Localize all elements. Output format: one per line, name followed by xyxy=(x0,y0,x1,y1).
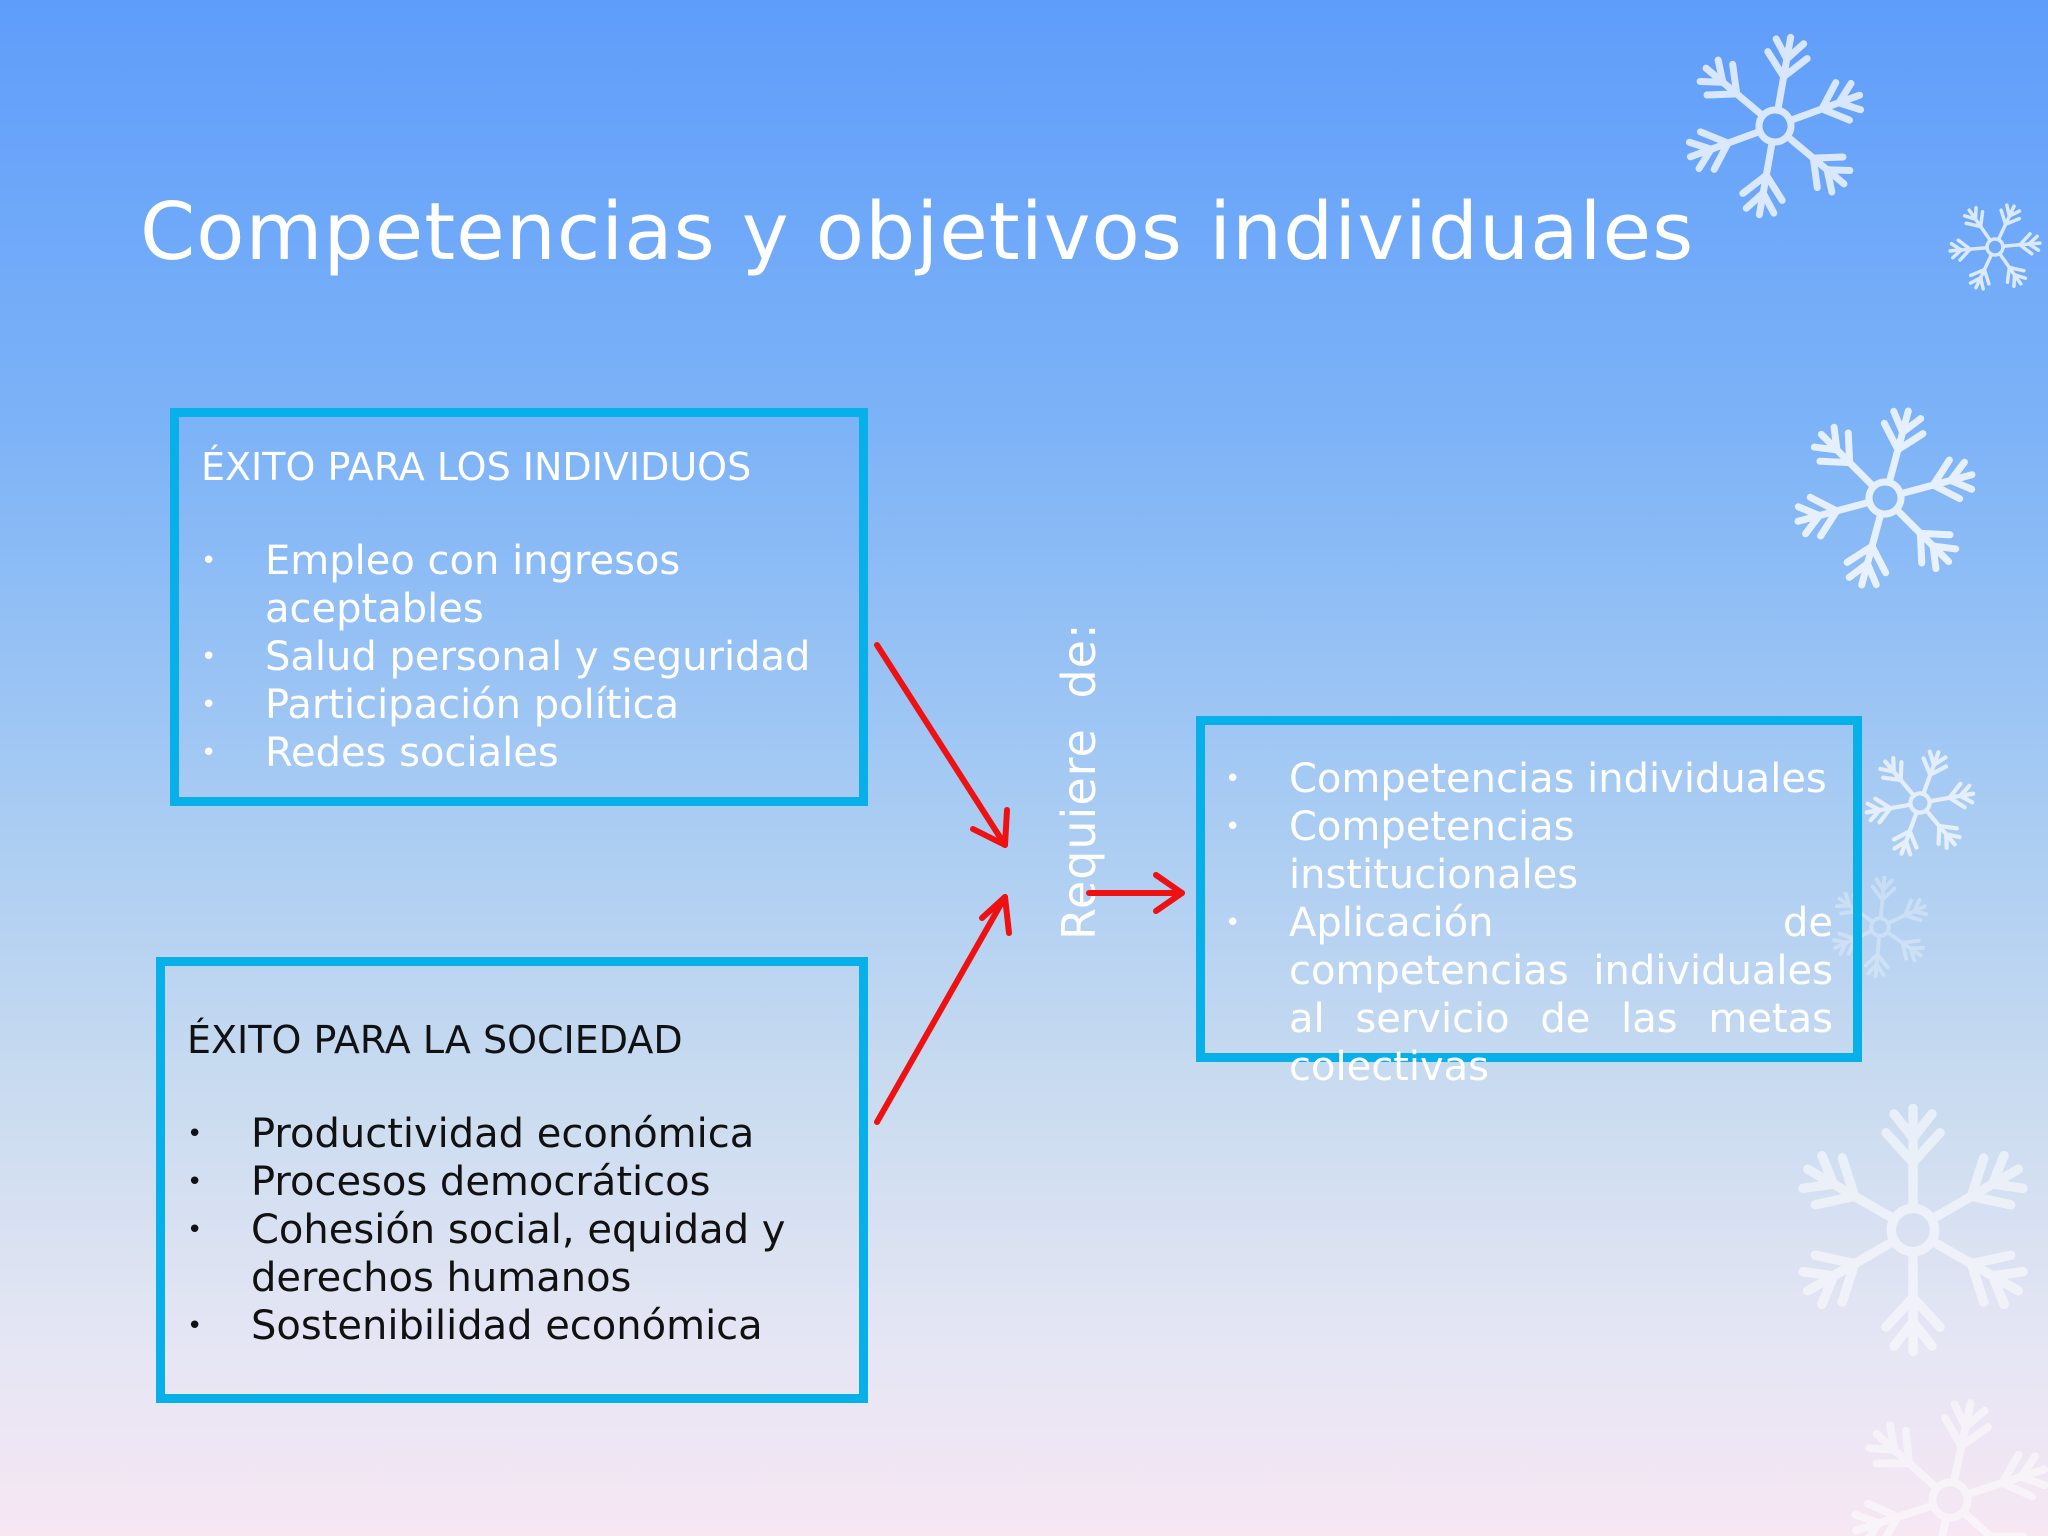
arrow-to-requirements xyxy=(1089,875,1182,911)
bullet: • xyxy=(201,546,217,576)
list-item: • Redes sociales xyxy=(201,730,559,776)
bullet: • xyxy=(201,690,217,720)
bullet: • xyxy=(201,642,217,672)
list-item: • Salud personal y seguridad xyxy=(201,634,811,680)
individuals-heading: ÉXITO PARA LOS INDIVIDUOS xyxy=(201,445,752,489)
list-item: • Sostenibilidad económica xyxy=(187,1303,763,1349)
arrow-from-individuals xyxy=(877,645,1007,845)
arrow-from-society xyxy=(877,897,1009,1122)
list-item: • Aplicación de competencias individuales al servicio de las metas colectivas xyxy=(1225,900,1833,1090)
bullet: • xyxy=(187,1119,203,1149)
society-heading: ÉXITO PARA LA SOCIEDAD xyxy=(187,1018,683,1062)
list-item: • Competencias institucionales xyxy=(1225,804,1579,898)
requires-label: Requiere de: xyxy=(1052,622,1106,940)
bullet: • xyxy=(187,1215,203,1245)
list-item: • Procesos democráticos xyxy=(187,1159,711,1205)
bullet: • xyxy=(1225,812,1241,842)
bullet: • xyxy=(1225,908,1241,938)
list-item: • Productividad económica xyxy=(187,1111,755,1157)
bullet: • xyxy=(187,1167,203,1197)
list-item: • Participación política xyxy=(201,682,680,728)
bullet: • xyxy=(1225,764,1241,794)
list-item: • Competencias individuales xyxy=(1225,756,1827,802)
list-item: • Cohesión social, equidad y derechos humanos xyxy=(187,1207,786,1301)
slide-title: Competencias y objetivos individuales xyxy=(140,186,1695,278)
list-item: • Empleo con ingresos aceptables xyxy=(201,538,681,632)
bullet: • xyxy=(187,1311,203,1341)
bullet: • xyxy=(201,738,217,768)
